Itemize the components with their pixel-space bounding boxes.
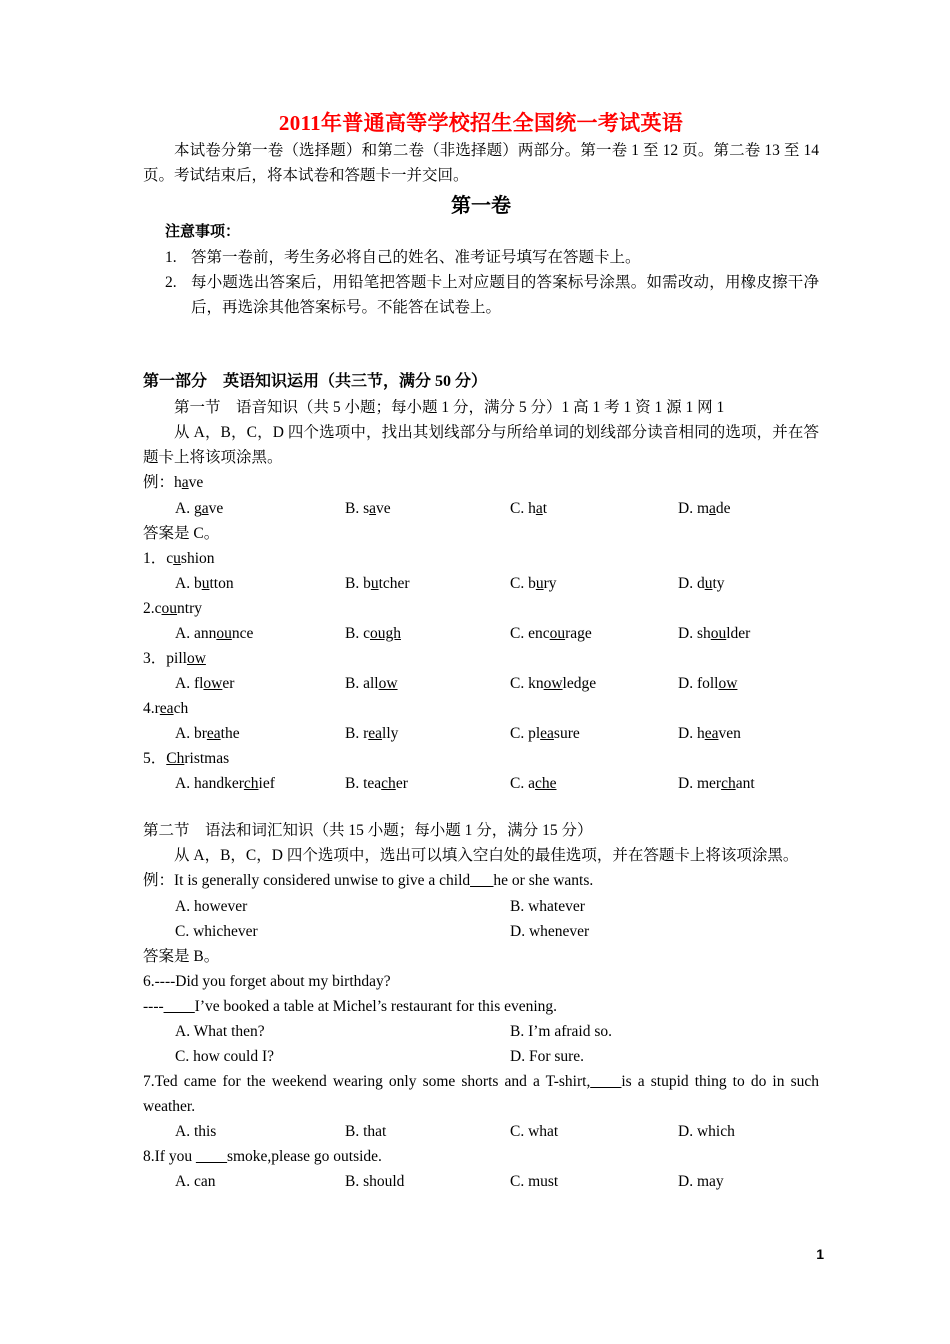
option-c[interactable] xyxy=(510,771,557,796)
option-a[interactable]: A. can xyxy=(175,1173,216,1191)
option-pre: sh xyxy=(696,624,711,642)
question-7-stem-post: is a stupid thing to do in such weather. xyxy=(143,1072,819,1115)
option-post: lder xyxy=(726,624,751,642)
stem-underlined: u xyxy=(173,549,181,567)
question-6-line1: 6.----Did you forget about my birthday? xyxy=(143,972,391,990)
question-5-stem xyxy=(143,746,819,771)
option-pre: mer xyxy=(696,775,722,793)
option-post: the xyxy=(220,725,240,743)
intro-paragraph: 本试卷分第一卷（选择题）和第二卷（非选择题）两部分。第一卷 1 至 12 页。第二卷 13 至 14 页。考试结束后，将本试卷和答题卡一并交回。 xyxy=(143,142,819,185)
stem-post: ristmas xyxy=(184,750,230,768)
option-b[interactable] xyxy=(345,721,398,746)
option-post: ty xyxy=(712,574,725,592)
section1-example-answer: 答案是 C。 xyxy=(143,524,220,542)
option-a[interactable] xyxy=(175,621,253,646)
question-2-options xyxy=(143,621,819,646)
section1-directions: 从 A，B，C，D 四个选项中，找出其划线部分与所给单词的划线部分读音相同的选项，并在答题卡上将该项涂黑。 xyxy=(143,424,819,467)
question-4-stem xyxy=(143,696,819,721)
answer-blank: ___ xyxy=(470,872,494,890)
option-pre: h xyxy=(696,725,705,743)
option-d[interactable] xyxy=(678,621,750,646)
option-letter: B. xyxy=(345,624,364,642)
option-letter: B. xyxy=(345,775,364,793)
stem-post: ch xyxy=(173,699,189,717)
stem-pre: c xyxy=(166,549,174,567)
notice-item xyxy=(165,245,819,270)
option-d[interactable] xyxy=(678,721,741,746)
option-pre: g xyxy=(193,499,202,517)
option-b[interactable] xyxy=(345,671,398,696)
option-pre: b xyxy=(363,574,371,592)
option-post: ve xyxy=(208,499,224,517)
section2-example-stem xyxy=(143,868,819,893)
section2-directions: 从 A，B，C，D 四个选项中，选出可以填入空白处的最佳选项，并在答题卡上将该项涂黑。 xyxy=(174,847,799,865)
example-label: 例： xyxy=(143,474,175,492)
option-pre: c xyxy=(363,624,370,642)
example-word-post: ve xyxy=(188,474,204,492)
option-a[interactable] xyxy=(175,571,234,596)
option-underlined: ch xyxy=(381,775,396,793)
option-letter: A. xyxy=(175,499,194,517)
option-letter: C. xyxy=(510,674,529,692)
option-pre: d xyxy=(696,574,705,592)
question-number: 3． xyxy=(143,649,167,667)
example-stem-pre: It is generally considered unwise to give a child xyxy=(174,872,471,890)
option-letter: B. xyxy=(345,674,364,692)
stem-pre: r xyxy=(154,699,160,717)
question-7-stem-pre: 7.Ted came for the weekend wearing only some shorts and a T-shirt, xyxy=(143,1072,591,1090)
notice-heading: 注意事项： xyxy=(165,224,241,241)
option-underlined: ou xyxy=(710,624,727,642)
option-pre: m xyxy=(696,499,710,517)
option-c[interactable]: C. whichever xyxy=(175,922,258,940)
option-c[interactable] xyxy=(510,671,596,696)
option-pre: a xyxy=(528,775,535,793)
answer-blank: ____ xyxy=(163,997,195,1015)
question-8-options xyxy=(143,1169,819,1194)
option-post: rage xyxy=(565,624,592,642)
section2-example-options-row1 xyxy=(143,894,819,919)
section2-heading: 第二节 语法和词汇知识（共 15 小题；每小题 1 分，满分 15 分） xyxy=(143,822,593,840)
option-pre: kn xyxy=(528,674,544,692)
option-underlined: ch xyxy=(721,775,736,793)
option-post: ief xyxy=(258,775,275,793)
option-post: t xyxy=(542,499,548,517)
example-word-underlined: a xyxy=(181,474,189,492)
option-b[interactable] xyxy=(345,571,410,596)
option-underlined: ow xyxy=(203,674,223,692)
option-post: ven xyxy=(718,725,741,743)
option-b[interactable]: B. whatever xyxy=(510,897,585,915)
option-d[interactable] xyxy=(678,771,755,796)
option-c[interactable]: C. what xyxy=(510,1123,559,1141)
option-letter: D. xyxy=(678,624,697,642)
option-letter: C. xyxy=(510,775,529,793)
option-underlined: u xyxy=(704,574,713,592)
stem-post: ntry xyxy=(177,599,202,617)
option-pre: all xyxy=(363,674,379,692)
stem-underlined: ea xyxy=(159,699,174,717)
vertical-spacer xyxy=(143,796,819,818)
answer-blank: ____ xyxy=(590,1072,622,1090)
section2-example-answer: 答案是 B。 xyxy=(143,947,220,965)
option-letter: A. xyxy=(175,725,194,743)
option-letter: B. xyxy=(345,499,364,517)
option-post: tton xyxy=(209,574,234,592)
question-6-line2-text: I’ve booked a table at Michel’s restaurant for this evening. xyxy=(194,997,558,1015)
option-post: tcher xyxy=(378,574,410,592)
option-c[interactable] xyxy=(510,496,547,521)
question-number: 4. xyxy=(143,699,155,717)
option-underlined: ea xyxy=(368,725,383,743)
option-pre: handker xyxy=(193,775,244,793)
stem-underlined: Ch xyxy=(166,750,185,768)
question-8-stem-post: smoke,please go outside. xyxy=(226,1148,382,1166)
option-underlined: ough xyxy=(369,624,401,642)
vertical-spacer xyxy=(143,320,819,360)
stem-pre: pill xyxy=(166,649,187,667)
option-underlined: ow xyxy=(718,674,738,692)
option-d[interactable] xyxy=(678,571,725,596)
option-underlined: ou xyxy=(549,624,566,642)
question-8-stem-pre: 8.If you xyxy=(143,1148,196,1166)
option-a[interactable] xyxy=(175,671,234,696)
option-letter: B. xyxy=(345,725,364,743)
question-4-options xyxy=(143,721,819,746)
section-juan-heading: 第一卷 xyxy=(451,195,511,218)
option-underlined: ea xyxy=(704,725,719,743)
option-pre: foll xyxy=(696,674,719,692)
option-pre: pl xyxy=(528,725,541,743)
option-pre: s xyxy=(363,499,370,517)
question-6-line2 xyxy=(143,994,819,1019)
question-6-options-row2 xyxy=(143,1044,819,1069)
question-3-stem xyxy=(143,646,819,671)
option-underlined: u xyxy=(535,574,544,592)
part1-heading: 第一部分 英语知识运用（共三节，满分 50 分） xyxy=(143,373,488,391)
option-b[interactable]: B. should xyxy=(345,1173,405,1191)
option-letter: D. xyxy=(678,499,697,517)
option-letter: B. xyxy=(345,574,364,592)
option-letter: D. xyxy=(678,674,697,692)
page-content xyxy=(143,110,819,1194)
option-b[interactable] xyxy=(345,496,391,521)
option-post: sure xyxy=(553,725,580,743)
option-letter: D. xyxy=(678,725,697,743)
option-underlined: ow xyxy=(378,674,398,692)
option-letter: C. xyxy=(510,624,529,642)
option-c[interactable] xyxy=(510,621,592,646)
option-a[interactable]: A. however xyxy=(175,897,248,915)
question-5-options xyxy=(143,771,819,796)
option-letter: C. xyxy=(510,725,529,743)
option-letter: D. xyxy=(678,775,697,793)
option-pre: r xyxy=(363,725,369,743)
option-a[interactable] xyxy=(175,496,223,521)
option-c[interactable] xyxy=(510,571,557,596)
option-b[interactable] xyxy=(345,771,408,796)
option-underlined: ea xyxy=(540,725,554,743)
option-post: lly xyxy=(382,725,399,743)
option-post: ledge xyxy=(562,674,597,692)
stem-post: shion xyxy=(180,549,215,567)
option-underlined: ea xyxy=(206,725,221,743)
notice-item-number: 1. xyxy=(165,248,177,266)
option-underlined: a xyxy=(369,499,377,517)
option-pre: b xyxy=(528,574,536,592)
notice-item-text: 答第一卷前，考生务必将自己的姓名、准考证号填写在答题卡上。 xyxy=(191,248,641,266)
option-letter: D. xyxy=(678,574,697,592)
option-underlined: a xyxy=(535,499,543,517)
option-d[interactable] xyxy=(678,496,731,521)
notice-item-number: 2. xyxy=(165,274,177,292)
question-3-options xyxy=(143,671,819,696)
question-8-stem xyxy=(143,1144,819,1169)
option-letter: A. xyxy=(175,674,194,692)
section1-heading: 第一节 语音知识（共 5 小题；每小题 1 分，满分 5 分）1 高 1 考 1 资 1 源 1 网 1 xyxy=(174,399,725,417)
option-letter: A. xyxy=(175,775,194,793)
stem-underlined: ou xyxy=(161,599,178,617)
option-d[interactable]: D. whenever xyxy=(510,922,590,940)
option-pre: ann xyxy=(193,624,217,642)
question-number: 1． xyxy=(143,549,167,567)
option-underlined: a xyxy=(201,499,209,517)
option-underlined: u xyxy=(201,574,210,592)
option-b[interactable]: B. I’m afraid so. xyxy=(510,1022,613,1040)
example-stem-post: he or she wants. xyxy=(493,872,594,890)
option-pre: b xyxy=(193,574,202,592)
section1-example-stem xyxy=(143,470,819,495)
question-1-stem xyxy=(143,546,819,571)
dialogue-dash: ---- xyxy=(143,997,164,1015)
option-letter: A. xyxy=(175,624,194,642)
section2-example-options-row2 xyxy=(143,919,819,944)
option-a[interactable] xyxy=(175,771,275,796)
option-post: ve xyxy=(376,499,391,517)
question-number: 5． xyxy=(143,750,167,768)
answer-blank: ____ xyxy=(195,1148,227,1166)
option-post: ant xyxy=(735,775,755,793)
option-letter: A. xyxy=(175,574,194,592)
option-underlined: a xyxy=(709,499,716,517)
option-underlined: ch xyxy=(243,775,259,793)
option-post: ry xyxy=(543,574,557,592)
stem-pre: c xyxy=(154,599,162,617)
option-a[interactable]: A. this xyxy=(175,1123,217,1141)
option-post: nce xyxy=(231,624,254,642)
option-underlined: ou xyxy=(216,624,232,642)
page-number: 1 xyxy=(816,1246,824,1262)
option-pre: enc xyxy=(528,624,550,642)
option-d[interactable] xyxy=(678,671,737,696)
notice-item-text: 每小题选出答案后，用铅笔把答题卡上对应题目的答案标号涂黑。如需改动，用橡皮擦干净后，再选涂其他答案标号。不能答在试卷上。 xyxy=(191,274,819,317)
vertical-spacer xyxy=(143,360,819,370)
option-post: de xyxy=(715,499,731,517)
option-pre: fl xyxy=(193,674,204,692)
question-number: 2. xyxy=(143,599,155,617)
option-d[interactable]: D. For sure. xyxy=(510,1047,585,1065)
option-underlined: che xyxy=(534,775,557,793)
option-b[interactable]: B. that xyxy=(345,1123,387,1141)
option-c[interactable]: C. must xyxy=(510,1173,559,1191)
option-underlined: u xyxy=(370,574,379,592)
option-c[interactable]: C. how could I? xyxy=(175,1047,275,1065)
option-pre: tea xyxy=(363,775,382,793)
option-pre: h xyxy=(528,499,536,517)
option-pre: br xyxy=(193,725,207,743)
question-2-stem xyxy=(143,596,819,621)
option-a[interactable]: A. What then? xyxy=(175,1022,265,1040)
page-title: 2011年普通高等学校招生全国统一考试英语 xyxy=(278,111,684,135)
option-c[interactable] xyxy=(510,721,580,746)
option-underlined: ow xyxy=(543,674,563,692)
question-7-stem xyxy=(143,1069,819,1119)
option-b[interactable] xyxy=(345,621,401,646)
notice-item xyxy=(165,270,819,320)
option-d[interactable]: D. may xyxy=(678,1173,724,1191)
option-letter: C. xyxy=(510,499,529,517)
option-post: er xyxy=(395,775,408,793)
stem-underlined: ow xyxy=(186,649,206,667)
example-label: 例： xyxy=(143,872,175,890)
option-letter: C. xyxy=(510,574,529,592)
section1-example-options xyxy=(143,496,819,521)
option-d[interactable]: D. which xyxy=(678,1123,735,1141)
example-word-pre: h xyxy=(174,474,182,492)
question-7-options xyxy=(143,1119,819,1144)
option-a[interactable] xyxy=(175,721,240,746)
question-1-options xyxy=(143,571,819,596)
option-post: er xyxy=(222,674,235,692)
question-6-options-row1 xyxy=(143,1019,819,1044)
